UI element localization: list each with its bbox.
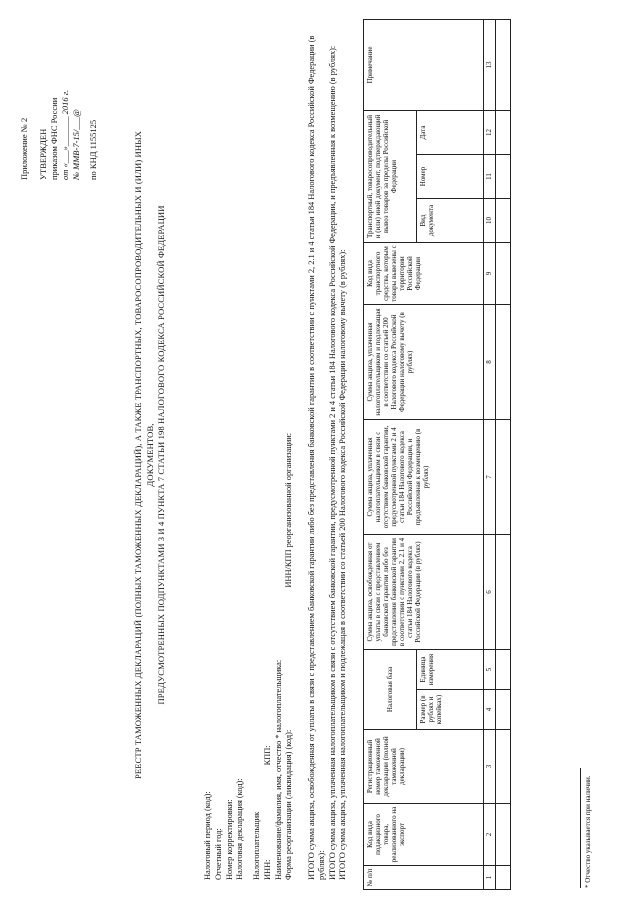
table-cell[interactable] xyxy=(496,730,511,804)
column-number: 6 xyxy=(484,535,496,650)
header-doc-date: Дата xyxy=(417,110,484,154)
column-number-row xyxy=(484,19,496,889)
reporting-year-field: Отчетный год: xyxy=(213,828,223,880)
order-line-2: от «___»_______ 2016 г. xyxy=(60,89,71,180)
document-page xyxy=(5,5,635,900)
table-cell[interactable] xyxy=(496,199,511,243)
approval-block xyxy=(19,40,99,180)
header-refund-sum: Сумма акциза, уплаченная налогоплательщиком в связи с отсутствием банковской гарантии, предусмотренной пунктами 2 и 4 статьи 184 Налогового кодекса Российской Федерации, и предъявленная к возмещению (в рублях) xyxy=(364,420,484,535)
table-cell[interactable] xyxy=(496,866,511,890)
knd-code: по КНД 1155125 xyxy=(88,119,99,180)
total-exempt-line: ИТОГО сумма акциза, освобожденная от уплаты в связи с представлением банковской гарантии либо без представления банковской гарантии в соответствии с пунктами 2, 2.1 и 4 статьи 184 Налогового кодекса Российской Федерации (в рублях): xyxy=(307,35,327,880)
approved-label: УТВЕРЖДЕН xyxy=(38,128,49,180)
tax-declaration-field: Налоговая декларация (код): xyxy=(235,778,245,880)
table-cell[interactable] xyxy=(496,804,511,866)
table-cell[interactable] xyxy=(496,110,511,154)
kpp-field: КПП: xyxy=(262,745,272,766)
column-number: 11 xyxy=(484,155,496,199)
header-fields xyxy=(203,40,295,880)
column-number: 1 xyxy=(484,866,496,890)
total-refund-line: ИТОГО сумма акциза, уплаченная налогоплательщиком в связи с отсутствием банковской гарантии, предусмотренной пунктами 2 и 4 статьи 184 Налогового кодекса Российской Федерации, и предъявленная к возмещению (в рублях): xyxy=(327,45,337,880)
column-number: 9 xyxy=(484,243,496,305)
header-row-1 xyxy=(364,19,417,889)
reorg-form-field: Форма реорганизации (ликвидация) (код): xyxy=(284,729,294,880)
footnote: * Отчество указывается при наличии. xyxy=(584,775,592,888)
title-line-2: ПРЕДУСМОТРЕННЫХ ПОДПУНКТАМИ 3 И 4 ПУНКТА 7 СТАТЬИ 198 НАЛОГОВОГО КОДЕКСА РОССИЙСКОЙ ФЕДЕРАЦИИ xyxy=(156,205,167,705)
footnote-divider xyxy=(580,768,581,888)
totals-block xyxy=(307,35,348,880)
column-number: 2 xyxy=(484,804,496,866)
header-customs-declaration: Регистрационный номер таможенной декларации (полной таможенной декларации) xyxy=(364,730,484,804)
header-row-number: № п/п xyxy=(364,866,484,890)
register-table xyxy=(363,19,511,890)
table-cell[interactable] xyxy=(496,690,511,730)
taxpayer-label: Налогоплательщик xyxy=(252,811,261,880)
table-cell[interactable] xyxy=(496,535,511,650)
header-transport-code: Код вида транспортного средства, которым товары вывезены с территории Российской Федерации xyxy=(364,243,484,305)
header-tax-base: Налоговая база xyxy=(364,650,417,730)
column-number: 10 xyxy=(484,199,496,243)
document-title xyxy=(133,105,168,805)
header-exempt-sum: Сумма акциза, освобожденная от уплаты в связи с представлением банковской гарантии либо без представления банковской гарантии в соответствии с пунктами 2, 2.1 и 4 статьи 184 Налогового кодекса Российской Федерации (в рублях) xyxy=(364,535,484,650)
column-number: 7 xyxy=(484,420,496,535)
table-cell[interactable] xyxy=(496,420,511,535)
reorganization-row xyxy=(284,40,295,880)
table-cell[interactable] xyxy=(496,19,511,110)
header-doc-number: Номер xyxy=(417,155,484,199)
correction-number-field: Номер корректировки: xyxy=(224,799,234,880)
header-unit: Единица измерения xyxy=(417,650,484,690)
header-doc-type: Вид документа xyxy=(417,199,484,243)
header-transport-docs: Транспортный, товаросопроводительный и (или) иной документ, подтверждающий вывоз товаров за пределы Российской Федерации xyxy=(364,110,417,242)
table-cell[interactable] xyxy=(496,305,511,420)
order-line-3: № ММВ-7-15/___@ xyxy=(71,109,82,180)
tax-period-field: Налоговый период (код): xyxy=(203,791,212,880)
reorg-inn-kpp-field: ИНН/КПП реорганизованной организации: xyxy=(284,432,294,588)
column-number: 5 xyxy=(484,650,496,690)
header-deduction-sum: Сумма акциза, уплаченная налогоплательщиком и подлежащая в соответствии со статьей 200 Налогового кодекса Российской Федерации налоговому вычету (в рублях) xyxy=(364,305,484,420)
inn-field: ИНН: xyxy=(262,859,272,880)
table-cell[interactable] xyxy=(496,650,511,690)
header-note: Примечание xyxy=(364,19,484,110)
column-number: 3 xyxy=(484,730,496,804)
table-cell[interactable] xyxy=(496,243,511,305)
column-number: 4 xyxy=(484,690,496,730)
taxpayer-name-field: Наименование/фамилия, имя, отчество * налогоплательщика: xyxy=(273,659,283,880)
column-number: 8 xyxy=(484,305,496,420)
total-deduction-line: ИТОГО сумма акциза, уплаченная налогоплательщиком и подлежащая в соответствии со статьей 200 Налогового кодекса Российской Федерации налоговому вычету (в рублях): xyxy=(337,249,347,880)
inn-kpp-row xyxy=(263,40,274,880)
header-excise-code: Код вида подакцизного товара, реализованного на экспорт xyxy=(364,804,484,866)
table-row xyxy=(496,19,511,889)
appendix-label: Приложение № 2 xyxy=(19,117,29,180)
order-line-1: приказом ФНС России xyxy=(49,97,60,180)
column-number: 12 xyxy=(484,110,496,154)
table-cell[interactable] xyxy=(496,155,511,199)
header-amount: Размер (в рублях и копейках) xyxy=(417,690,484,730)
title-line-1: РЕЕСТР ТАМОЖЕННЫХ ДЕКЛАРАЦИЙ (ПОЛНЫХ ТАМОЖЕННЫХ ДЕКЛАРАЦИЙ), А ТАКЖЕ ТРАНСПОРТНЫХ, ТОВАРОСОПРОВОДИТЕЛЬНЫХ И (ИЛИ) ИНЫХ ДОКУМЕНТОВ, xyxy=(133,130,155,780)
column-number: 13 xyxy=(484,19,496,110)
